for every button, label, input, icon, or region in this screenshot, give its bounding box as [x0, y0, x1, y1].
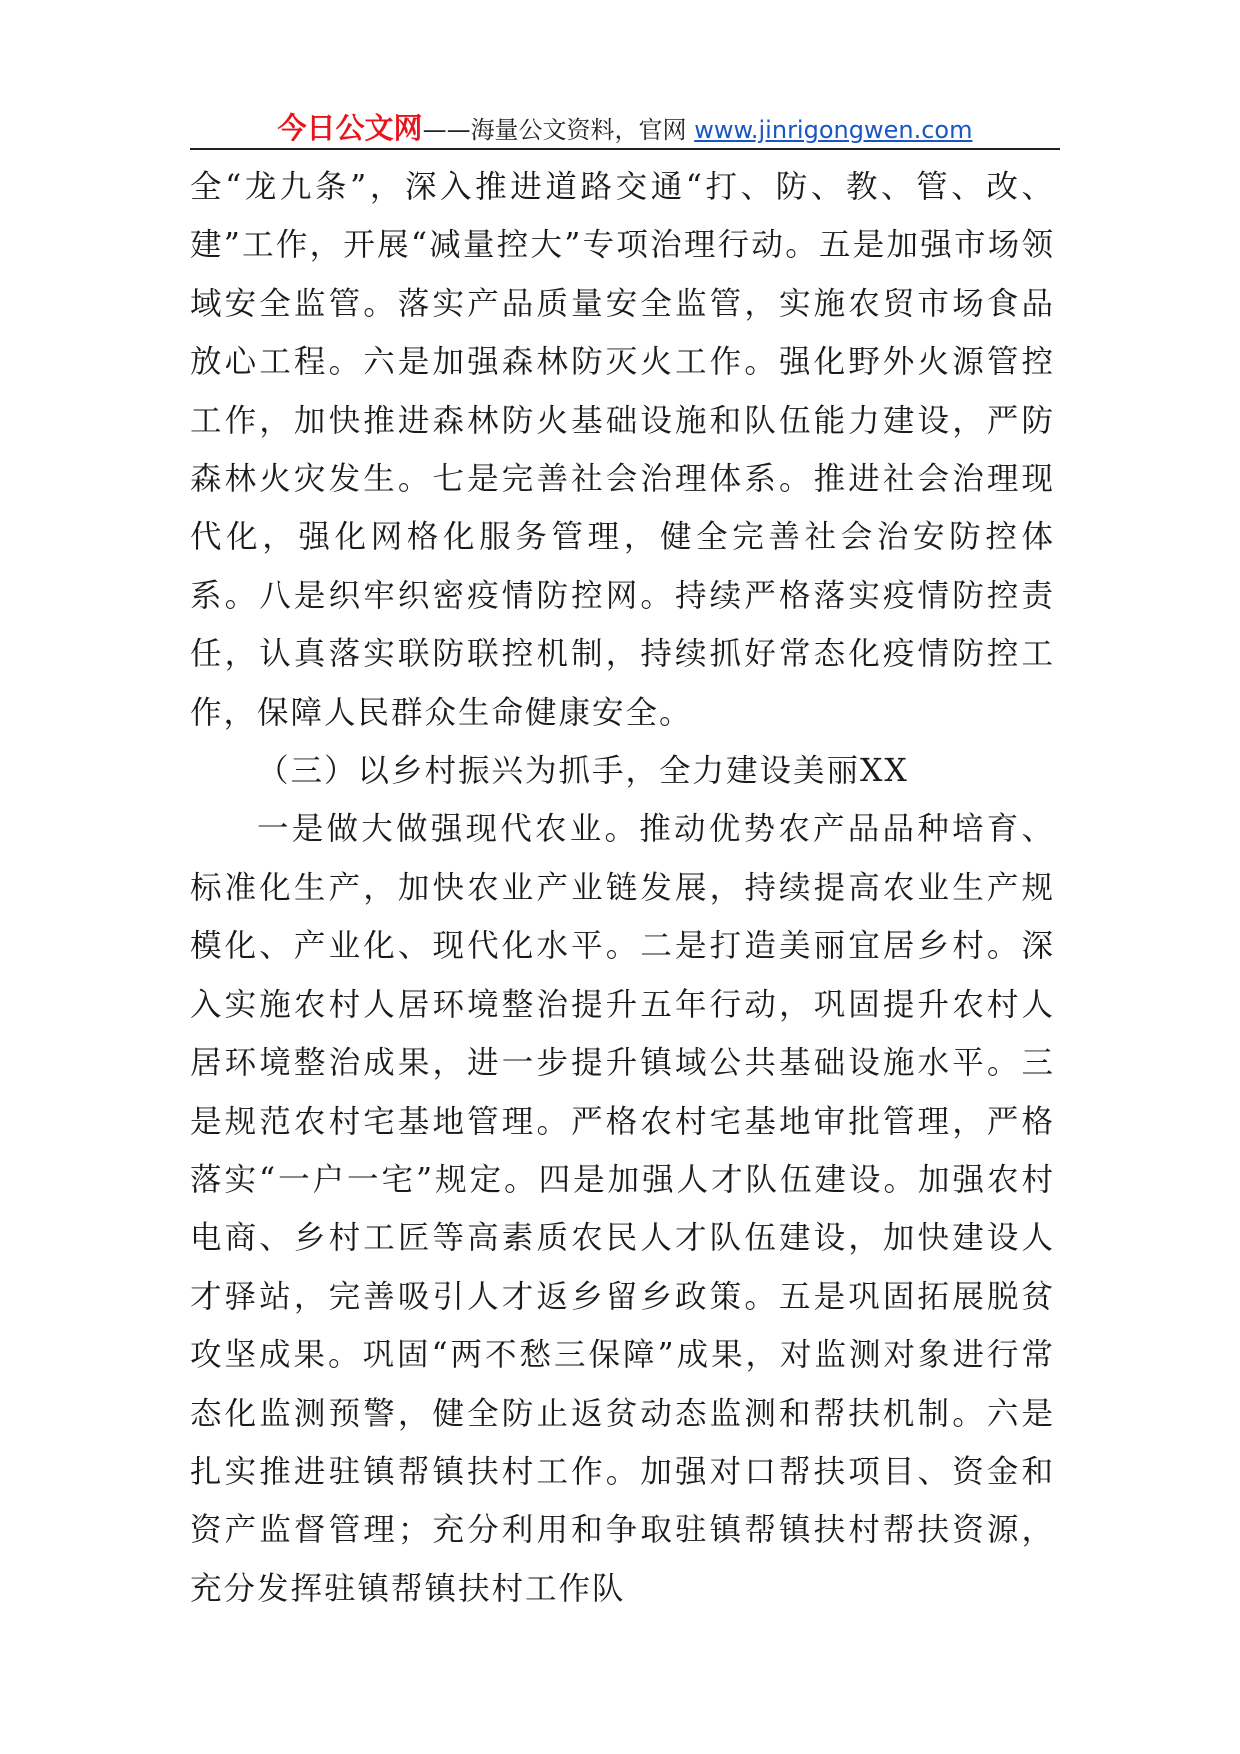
header-tagline: ——海量公文资料，官网 — [422, 116, 695, 144]
document-body — [190, 158, 1055, 1618]
paragraph-continued: 全“龙九条”，深入推进道路交通“打、防、教、管、改、建”工作，开展“减量控大”专项治理行动。五是加强市场领域安全监管。落实产品质量安全监管，实施农贸市场食品放心工程。六是加强森林防灭火工作。强化野外火源管控工作，加快推进森林防火基础设施和队伍能力建设，严防森林火灾发生。七是完善社会治理体系。推进社会治理现代化，强化网格化服务管理，健全完善社会治安防控体系。八是织牢织密疫情防控网。持续严格落实疫情防控责任，认真落实联防联控机制，持续抓好常态化疫情防控工作，保障人民群众生命健康安全。 — [190, 169, 1055, 731]
page-header — [190, 106, 1060, 150]
section-heading: （三）以乡村振兴为抓手，全力建设美丽XX — [257, 753, 909, 790]
website-link[interactable]: www.jinrigongwen.com — [694, 116, 973, 144]
paragraph-rural-revitalization: 一是做大做强现代农业。推动优势农产品品种培育、标准化生产，加快农业产业链发展，持续提高农业生产规模化、产业化、现代化水平。二是打造美丽宜居乡村。深入实施农村人居环境整治提升五年行动，巩固提升农村人居环境整治成果，进一步提升镇域公共基础设施水平。三是规范农村宅基地管理。严格农村宅基地审批管理，严格落实“一户一宅”规定。四是加强人才队伍建设。加强农村电商、乡村工匠等高素质农民人才队伍建设，加快建设人才驿站，完善吸引人才返乡留乡政策。五是巩固拓展脱贫攻坚成果。巩固“两不愁三保障”成果，对监测对象进行常态化监测预警，健全防止返贫动态监测和帮扶机制。六是扎实推进驻镇帮镇扶村工作。加强对口帮扶项目、资金和资产监督管理；充分利用和争取驻镇帮镇扶村帮扶资源，充分发挥驻镇帮镇扶村工作队 — [190, 811, 1055, 1607]
brand-name: 今日公文网 — [277, 111, 423, 145]
